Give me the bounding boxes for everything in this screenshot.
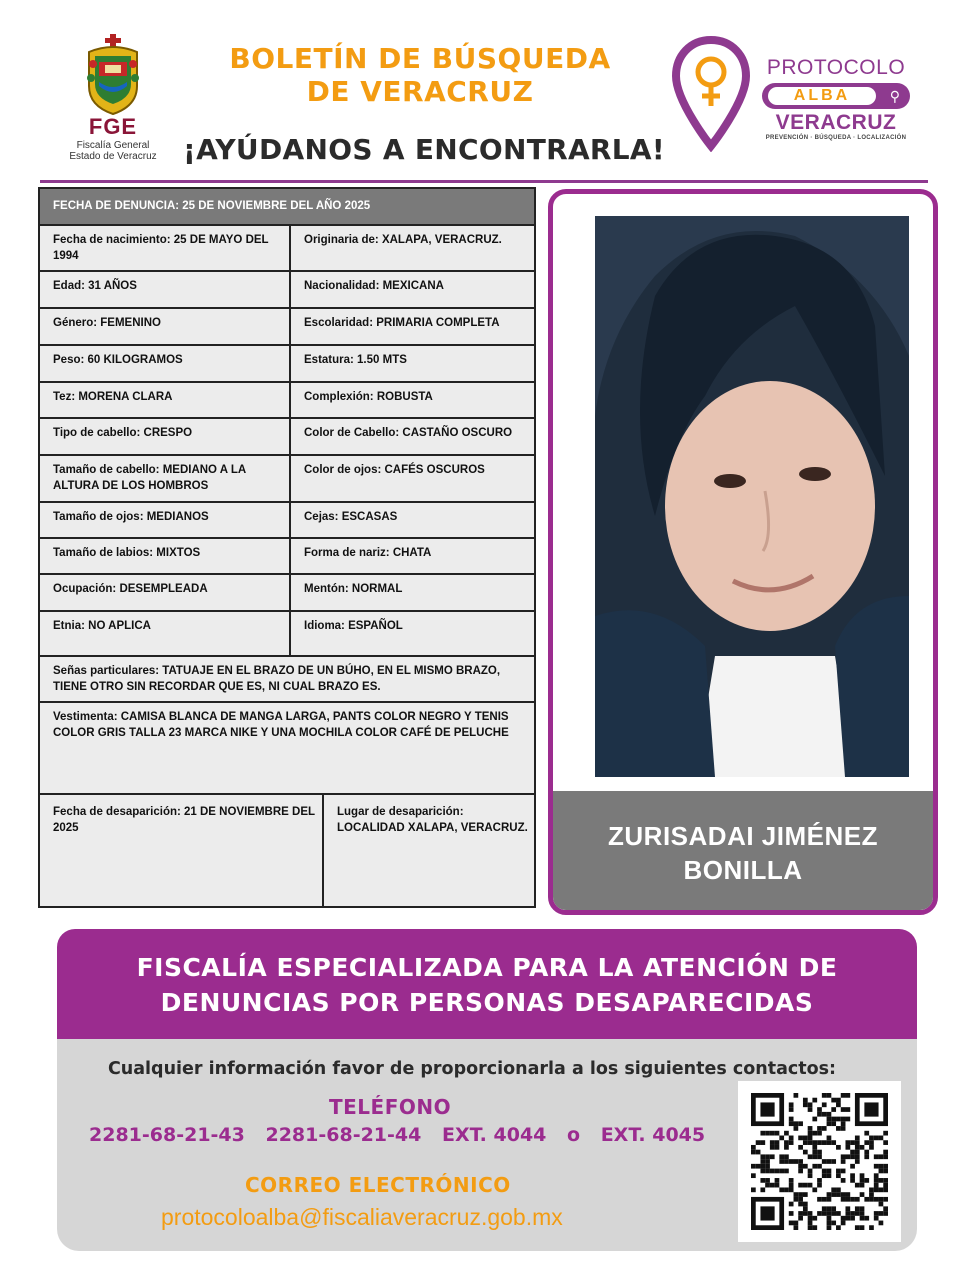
bulletin-title	[170, 42, 670, 108]
phone-numbers	[89, 1124, 719, 1146]
disappearance-date: Fecha de desaparición: 21 DE NOVIEMBRE DEL 2025	[40, 795, 324, 906]
occupation: Ocupación: DESEMPLEADA	[40, 575, 291, 610]
alba-veracruz-word: VERACRUZ	[775, 111, 897, 134]
report-date-row	[40, 189, 534, 226]
fge-abbreviation: FGE	[88, 114, 138, 139]
title-line-1: BOLETÍN DE BÚSQUEDA	[229, 42, 611, 75]
hair-color: Color de Cabello: CASTAÑO OSCURO	[304, 427, 513, 439]
language: Idioma: ESPAÑOL	[304, 620, 403, 632]
eye-size: Tamaño de ojos: MEDIANOS	[40, 503, 291, 537]
ethnicity: Etnia: NO APLICA	[40, 612, 291, 655]
table-row	[40, 539, 534, 575]
table-row	[40, 309, 534, 346]
distinguishing-marks-row	[40, 657, 534, 703]
banner-line-2: DENUNCIAS POR PERSONAS DESAPARECIDAS	[160, 988, 814, 1017]
veracruz-coat-of-arms-icon	[81, 34, 145, 116]
disappearance-row	[40, 795, 534, 906]
hair-length: Tamaño de cabello: MEDIANO A LA ALTURA DE LOS HOMBROS	[40, 456, 291, 501]
alba-tagline: PREVENCIÓN · BÚSQUEDA · LOCALIZACIÓN	[765, 135, 907, 141]
name-line-2: BONILLA	[683, 855, 803, 885]
location-pin-female-icon	[670, 36, 752, 152]
alba-protocolo-word: PROTOCOLO	[766, 56, 906, 79]
clothing-row	[40, 703, 534, 795]
disappearance-place: Lugar de desaparición: LOCALIDAD XALAPA, VERACRUZ.	[337, 806, 528, 834]
header-divider	[40, 180, 928, 183]
qr-code[interactable]	[738, 1081, 901, 1242]
birth-date: Fecha de nacimiento: 25 DE MAYO DEL 1994	[40, 226, 291, 270]
title-line-2: DE VERACRUZ	[306, 75, 534, 108]
prosecutor-banner	[57, 929, 917, 1041]
protocolo-alba-logo	[664, 36, 924, 154]
contact-intro: Cualquier información favor de proporcionarla a los siguientes contactos:	[107, 1059, 837, 1079]
report-date: FECHA DE DENUNCIA: 25 DE NOVIEMBRE DEL AÑO 2025	[53, 200, 371, 212]
phone-number-2[interactable]: 2281-68-21-44	[265, 1124, 422, 1146]
table-row	[40, 456, 534, 503]
clothing: Vestimenta: CAMISA BLANCA DE MANGA LARGA, PANTS COLOR NEGRO Y TENIS COLOR GRIS TALLA 23 MARCA NIKE Y UNA MOCHILA COLOR CAFÉ DE PELUCHE	[53, 711, 509, 739]
table-row	[40, 575, 534, 612]
table-row	[40, 272, 534, 309]
nationality: Nacionalidad: MEXICANA	[304, 280, 444, 292]
phone-number-1[interactable]: 2281-68-21-43	[89, 1124, 245, 1146]
fge-name-line2: Estado de Veracruz	[69, 151, 157, 162]
fge-logo	[58, 34, 168, 164]
lip-size: Tamaño de labios: MIXTOS	[40, 539, 291, 573]
missing-person-card	[548, 189, 938, 915]
extension-1: EXT. 4044	[441, 1124, 547, 1146]
gender: Género: FEMENINO	[40, 309, 291, 344]
phone-label: TELÉFONO	[329, 1095, 452, 1119]
age: Edad: 31 AÑOS	[40, 272, 291, 307]
email-label: CORREO ELECTRÓNICO	[245, 1173, 511, 1197]
table-row	[40, 226, 534, 272]
name-panel	[553, 791, 933, 915]
origin: Originaria de: XALAPA, VERACRUZ.	[304, 234, 502, 246]
table-row	[40, 346, 534, 383]
eye-color: Color de ojos: CAFÉS OSCUROS	[304, 464, 485, 476]
help-find-her-heading: ¡AYÚDANOS A ENCONTRARLA!	[183, 133, 665, 166]
banner-line-1: FISCALÍA ESPECIALIZADA PARA LA ATENCIÓN DE	[136, 953, 838, 982]
table-row	[40, 503, 534, 539]
extension-or: o	[567, 1124, 581, 1146]
distinguishing-marks: Señas particulares: TATUAJE EN EL BRAZO DE UN BÚHO, EN EL MISMO BRAZO, TIENE OTRO SIN RECORDAR QUE ES, NI CUAL BRAZO ES.	[53, 665, 501, 693]
alba-word: ALBA	[768, 87, 876, 105]
build: Complexión: ROBUSTA	[304, 391, 433, 403]
weight: Peso: 60 KILOGRAMOS	[40, 346, 291, 381]
qr-code-icon	[750, 1093, 889, 1230]
table-row	[40, 612, 534, 657]
prosecutor-banner-text	[137, 950, 838, 1020]
fge-name-line1: Fiscalía General	[76, 140, 150, 151]
table-row	[40, 419, 534, 456]
search-icon: ⚲	[889, 88, 900, 104]
missing-person-photo	[595, 216, 909, 777]
portrait-illustration	[595, 216, 909, 777]
hair-type: Tipo de cabello: CRESPO	[40, 419, 291, 454]
eyebrows: Cejas: ESCASAS	[304, 511, 398, 523]
height: Estatura: 1.50 MTS	[304, 354, 407, 366]
name-line-1: ZURISADAI JIMÉNEZ	[608, 821, 878, 851]
extension-2: EXT. 4045	[600, 1124, 706, 1146]
chin: Mentón: NORMAL	[304, 583, 403, 595]
alba-pill	[762, 83, 910, 109]
email-link[interactable]: protocoloalba@fiscaliaveracruz.gob.mx	[161, 1204, 563, 1230]
complexion-tone: Tez: MORENA CLARA	[40, 383, 291, 417]
missing-person-name	[583, 819, 903, 887]
person-details-table	[38, 187, 536, 908]
nose-shape: Forma de nariz: CHATA	[304, 547, 432, 559]
table-row	[40, 383, 534, 419]
contact-box	[57, 1039, 917, 1251]
education: Escolaridad: PRIMARIA COMPLETA	[304, 317, 500, 329]
